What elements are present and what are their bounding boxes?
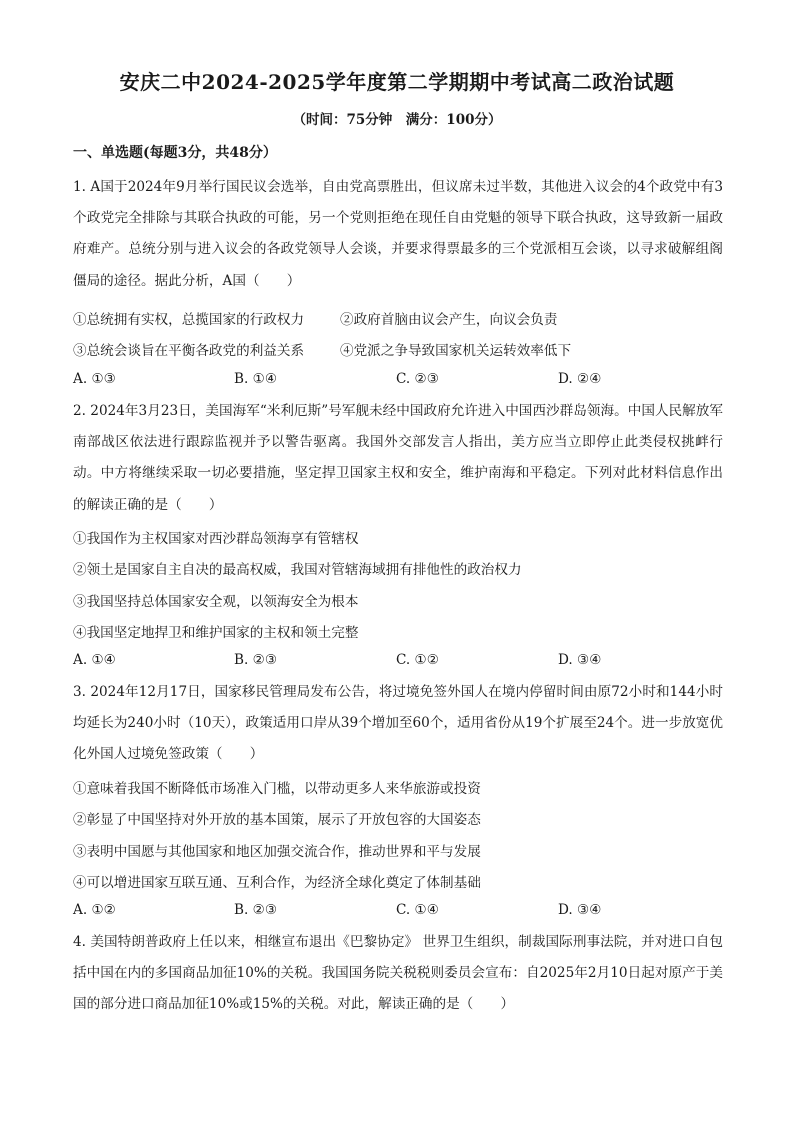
question-3-stem: 3. 2024年12月17日，国家移民管理局发布公告，将过境免签外国人在境内停留时间由原72小时和144小时均延长为240小时（10天），政策适用口岸从39个增加至60个，适用省份从19个扩展至24个。进一步放宽优化外国人过境免签政策（ ） <box>73 684 723 763</box>
q2-option-1: ①我国作为主权国家对西沙群岛领海享有管辖权 <box>73 531 359 547</box>
q1-option-2: ②政府首脑由议会产生，向议会负责 <box>340 312 558 328</box>
q2-option-4: ④我国坚定地捍卫和维护国家的主权和领土完整 <box>73 625 359 641</box>
q2-choice-b[interactable]: B. ②③ <box>234 652 278 668</box>
q1-choice-d[interactable]: D. ②④ <box>558 371 602 387</box>
question-4-stem: 4. 美国特朗普政府上任以来，相继宣布退出《巴黎协定》 世界卫生组织，制裁国际刑事法院，并对进口自包括中国在内的多国商品加征10%的关税。我国国务院关税税则委员会宣布：自2025年2月10日起对原产于美国的部分进口商品加征10%或15%的关税。对此，解读正确的是（ ） <box>73 934 723 1013</box>
exam-subtitle: （时间：75分钟 满分：100分） <box>292 112 502 128</box>
question-2-stem: 2. 2024年3月23日，美国海军“米利厄斯”号军舰未经中国政府允许进入中国西沙群岛领海。中国人民解放军南部战区依法进行跟踪监视并予以警告驱离。我国外交部发言人指出，美方应当立即停止此类侵权挑衅行动。中方将继续采取一切必要措施，坚定捍卫国家主权和安全，维护南海和平稳定。下列对此材料信息作出的解读正确的是（ ） <box>73 403 723 513</box>
q1-choice-c[interactable]: C. ②③ <box>396 371 439 387</box>
q1-option-1: ①总统拥有实权，总揽国家的行政权力 <box>73 312 305 328</box>
exam-title: 安庆二中2024-2025学年度第二学期期中考试高二政治试题 <box>119 70 675 94</box>
q2-choice-c[interactable]: C. ①② <box>396 652 439 668</box>
q3-choice-d[interactable]: D. ③④ <box>558 902 602 918</box>
q2-option-2: ②领土是国家自主自决的最高权威，我国对管辖海域拥有排他性的政治权力 <box>73 562 522 578</box>
q3-choice-c[interactable]: C. ①④ <box>396 902 439 918</box>
q3-choice-a[interactable]: A. ①② <box>73 902 116 918</box>
q2-choice-d[interactable]: D. ③④ <box>558 652 602 668</box>
q2-option-3: ③我国坚持总体国家安全观，以领海安全为根本 <box>73 594 359 610</box>
question-1-stem: 1. A国于2024年9月举行国民议会选举，自由党高票胜出，但议席未过半数，其他进入议会的4个政党中有3个政党完全排除与其联合执政的可能，另一个党则拒绝在现任自由党魁的领导下联合执政，这导致新一届政府难产。总统分别与进入议会的各政党领导人会谈，并要求得票最多的三个党派相互会谈，以寻求破解组阁僵局的途径。据此分析，A国（ ） <box>73 179 723 289</box>
q3-option-1: ①意味着我国不断降低市场准入门槛，以带动更多人来华旅游或投资 <box>73 781 481 797</box>
q3-option-2: ②彰显了中国坚持对外开放的基本国策，展示了开放包容的大国姿态 <box>73 812 481 828</box>
q1-choice-a[interactable]: A. ①③ <box>73 371 116 387</box>
q1-option-3: ③总统会谈旨在平衡各政党的利益关系 <box>73 343 305 359</box>
q2-choice-a[interactable]: A. ①④ <box>73 652 116 668</box>
q1-choice-b[interactable]: B. ①④ <box>234 371 278 387</box>
q3-option-4: ④可以增进国家互联互通、互利合作，为经济全球化奠定了体制基础 <box>73 875 481 891</box>
section-heading: 一、单选题(每题3分，共48分） <box>73 145 277 161</box>
q3-option-3: ③表明中国愿与其他国家和地区加强交流合作，推动世界和平与发展 <box>73 844 481 860</box>
q3-choice-b[interactable]: B. ②③ <box>234 902 278 918</box>
q1-option-4: ④党派之争导致国家机关运转效率低下 <box>340 343 572 359</box>
